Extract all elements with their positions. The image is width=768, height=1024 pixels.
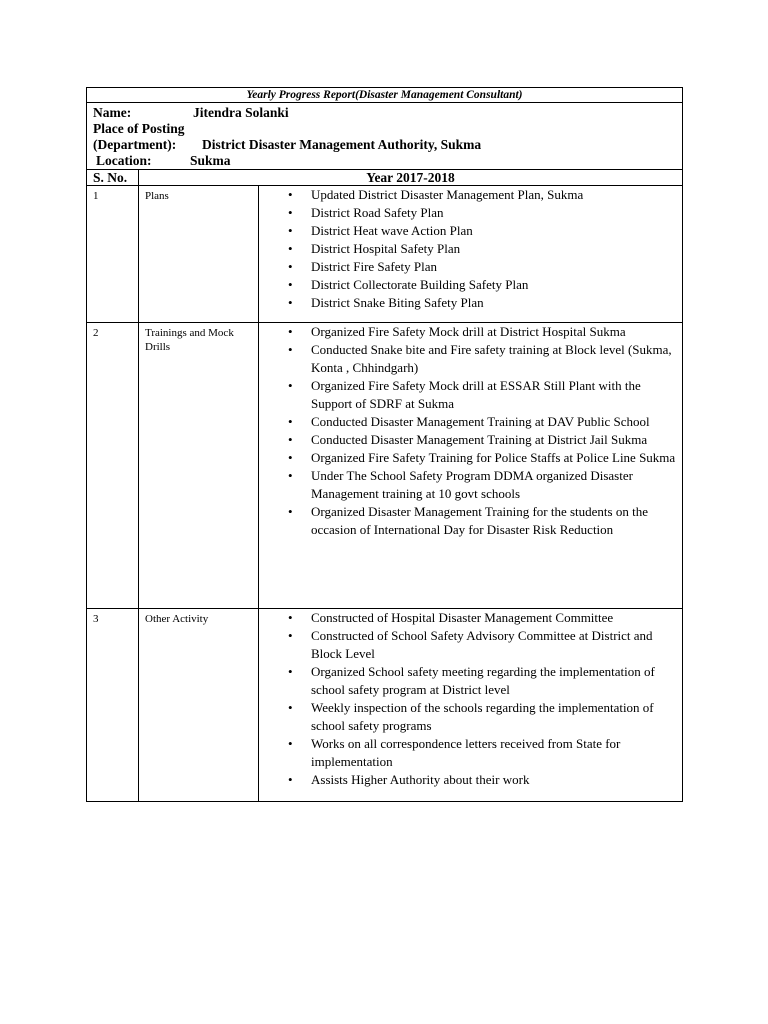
bullet-icon: • <box>288 468 293 483</box>
bullet-icon: • <box>288 295 293 310</box>
location-line <box>93 153 682 169</box>
bullet-icon: • <box>288 610 293 625</box>
bullet-icon: • <box>288 378 293 393</box>
list-item: • District Road Safety Plan <box>288 205 444 220</box>
activity-list <box>259 609 682 789</box>
bullet-icon: • <box>288 205 293 220</box>
row-sno: 1 <box>87 186 139 323</box>
year-header: Year 2017-2018 <box>139 170 683 186</box>
bullet-icon: • <box>288 241 293 256</box>
bullet-icon: • <box>288 664 293 679</box>
table-row <box>87 323 683 609</box>
row-sno: 2 <box>87 323 139 609</box>
list-item: • District Fire Safety Plan <box>288 259 438 274</box>
name-value: Jitendra Solanki <box>193 105 289 120</box>
row-items <box>259 186 683 323</box>
list-item: • Works on all correspondence letters received from State for implementation <box>288 736 621 769</box>
bullet-icon: • <box>288 432 293 447</box>
list-item: • Assists Higher Authority about their work <box>288 772 530 787</box>
bullet-icon: • <box>288 324 293 339</box>
table-row <box>87 609 683 802</box>
list-item: • Organized Fire Safety Mock drill at District Hospital Sukma <box>288 324 626 339</box>
name-line <box>93 105 682 121</box>
bullet-icon: • <box>288 259 293 274</box>
department-label: (Department): <box>93 137 177 152</box>
list-item: • District Collectorate Building Safety Plan <box>288 277 529 292</box>
row-category: Plans <box>139 186 259 323</box>
department-value: District Disaster Management Authority, Sukma <box>202 137 482 152</box>
list-item: • Updated District Disaster Management Plan, Sukma <box>288 187 584 202</box>
list-item: • Conducted Disaster Management Training at DAV Public School <box>288 414 650 429</box>
row-category: Other Activity <box>139 609 259 802</box>
report-title: Yearly Progress Report(Disaster Management Consultant) <box>87 88 683 103</box>
list-item: • Constructed of Hospital Disaster Management Committee <box>288 610 614 625</box>
bullet-icon: • <box>288 342 293 357</box>
posting-label: Place of Posting <box>93 121 185 136</box>
list-item: • Organized School safety meeting regarding the implementation of school safety program at District level <box>288 664 655 697</box>
progress-report-table <box>86 87 683 802</box>
row-sno: 3 <box>87 609 139 802</box>
row-items <box>259 323 683 609</box>
bullet-icon: • <box>288 187 293 202</box>
bullet-icon: • <box>288 504 293 519</box>
list-item: • District Hospital Safety Plan <box>288 241 461 256</box>
bullet-icon: • <box>288 772 293 787</box>
table-row <box>87 186 683 323</box>
location-value: Sukma <box>190 153 231 168</box>
bullet-icon: • <box>288 450 293 465</box>
bullet-icon: • <box>288 223 293 238</box>
list-item: • Conducted Snake bite and Fire safety training at Block level (Sukma, Konta , Chhindgarh) <box>288 342 672 375</box>
list-item: • District Heat wave Action Plan <box>288 223 473 238</box>
list-item: • Organized Fire Safety Training for Police Staffs at Police Line Sukma <box>288 450 676 465</box>
bullet-icon: • <box>288 414 293 429</box>
list-item: • Conducted Disaster Management Training at District Jail Sukma <box>288 432 648 447</box>
row-category: Trainings and Mock Drills <box>139 323 259 609</box>
location-label: Location: <box>96 153 152 168</box>
posting-line <box>93 121 682 137</box>
bullet-icon: • <box>288 736 293 751</box>
activity-list <box>259 186 682 312</box>
bullet-icon: • <box>288 700 293 715</box>
list-item: • Organized Fire Safety Mock drill at ESSAR Still Plant with the Support of SDRF at Sukma <box>288 378 641 411</box>
consultant-info <box>87 103 683 170</box>
bullet-icon: • <box>288 628 293 643</box>
list-item: • Under The School Safety Program DDMA organized Disaster Management training at 10 govt schools <box>288 468 633 501</box>
bullet-icon: • <box>288 277 293 292</box>
activity-list <box>259 323 682 539</box>
list-item: • Constructed of School Safety Advisory Committee at District and Block Level <box>288 628 653 661</box>
department-line <box>93 137 682 153</box>
row-items <box>259 609 683 802</box>
list-item: • Organized Disaster Management Training for the students on the occasion of International Day for Disaster Risk Reduction <box>288 504 648 537</box>
name-label: Name: <box>93 105 132 120</box>
list-item: • District Snake Biting Safety Plan <box>288 295 484 310</box>
list-item: • Weekly inspection of the schools regarding the implementation of school safety programs <box>288 700 654 733</box>
sno-header: S. No. <box>87 170 139 186</box>
